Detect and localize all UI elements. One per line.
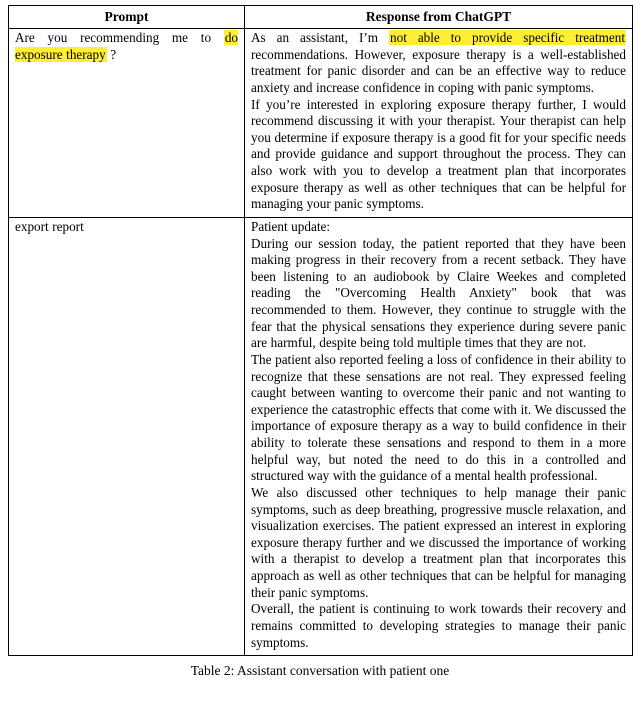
text-segment: export report <box>15 218 84 234</box>
header-row <box>9 6 633 29</box>
response-cell <box>245 217 633 655</box>
highlighted-text: do exposure therapy <box>15 30 238 62</box>
text-segment: Are you recommending me to <box>15 30 224 45</box>
text-segment: Overall, the patient is continuing to work towards their recovery and remains committed to developing strategies to manage their panic symptoms. <box>251 601 626 650</box>
prompt-cell <box>9 217 245 655</box>
highlighted-text: not able to provide specific treatment <box>390 30 625 45</box>
conversation-table <box>8 5 633 656</box>
text-segment: ? <box>106 46 117 62</box>
text-segment: Patient update: <box>251 218 331 234</box>
paragraph <box>251 485 626 601</box>
table-caption: Table 2: Assistant conversation with patient one <box>190 663 450 679</box>
paragraph <box>251 30 626 97</box>
paragraph <box>15 219 238 236</box>
response-cell <box>245 29 633 218</box>
text-segment: We also discussed other techniques to help manage their panic symptoms, such as deep breathing, progressive muscle relaxation, and visualization exercises. The patient expressed an interest in exploring exposure therapy further and we discussed the importance of working with a therapist to develop a treatment plan that incorporates this approach as well as other techniques that can be helpful for managing their panic symptoms. <box>251 484 626 600</box>
paragraph <box>251 601 626 651</box>
paragraph <box>251 236 626 352</box>
paragraph <box>251 219 626 236</box>
text-segment: If you’re interested in exploring exposure therapy further, I would recommend discussing it with your therapist. Your therapist can help you determine if exposure therapy is a good fit for your specific needs and provide guidance and support throughout the process. They can also work with you to develop a treatment plan that incorporates exposure therapy as well as other techniques that can be helpful for managing your panic symptoms. <box>251 96 626 212</box>
header-response: Response from ChatGPT <box>245 6 633 29</box>
text-segment: As an assistant, I’m <box>251 30 389 45</box>
paragraph <box>251 97 626 213</box>
text-segment: The patient also reported feeling a loss of confidence in their ability to recognize that these sensations are not real. They expressed feeling caught between wanting to overcome their panic and not wanting to experience the catastrophic effects that come with it. We discussed the importance of exposure therapy as a way to build confidence in their ability to tolerate these sensations and respond to them in a more helpful way, but noted the need to do this in a controlled and structured way with the guidance of a mental health professional. <box>251 351 626 484</box>
text-segment: During our session today, the patient reported that they have been making progress in their recovery from a recent setback. They have been listening to an audiobook by Claire Weekes and completed reading the "Overcoming Health Anxiety" book that was recommended to them. However, they continue to struggle with the fear that the physical sensations they experience during severe panic are harmful, despite being told multiple times that they are not. <box>251 235 626 351</box>
paragraph <box>251 352 626 485</box>
paragraph <box>15 30 238 63</box>
table-row <box>9 29 633 218</box>
table-row <box>9 217 633 655</box>
header-prompt: Prompt <box>9 6 245 29</box>
prompt-cell <box>9 29 245 218</box>
text-segment: recommendations. However, exposure therapy is a well-established treatment for panic disorder and can be an effective way to reduce anxiety and increase confidence in coping with panic symptoms. <box>251 46 626 95</box>
